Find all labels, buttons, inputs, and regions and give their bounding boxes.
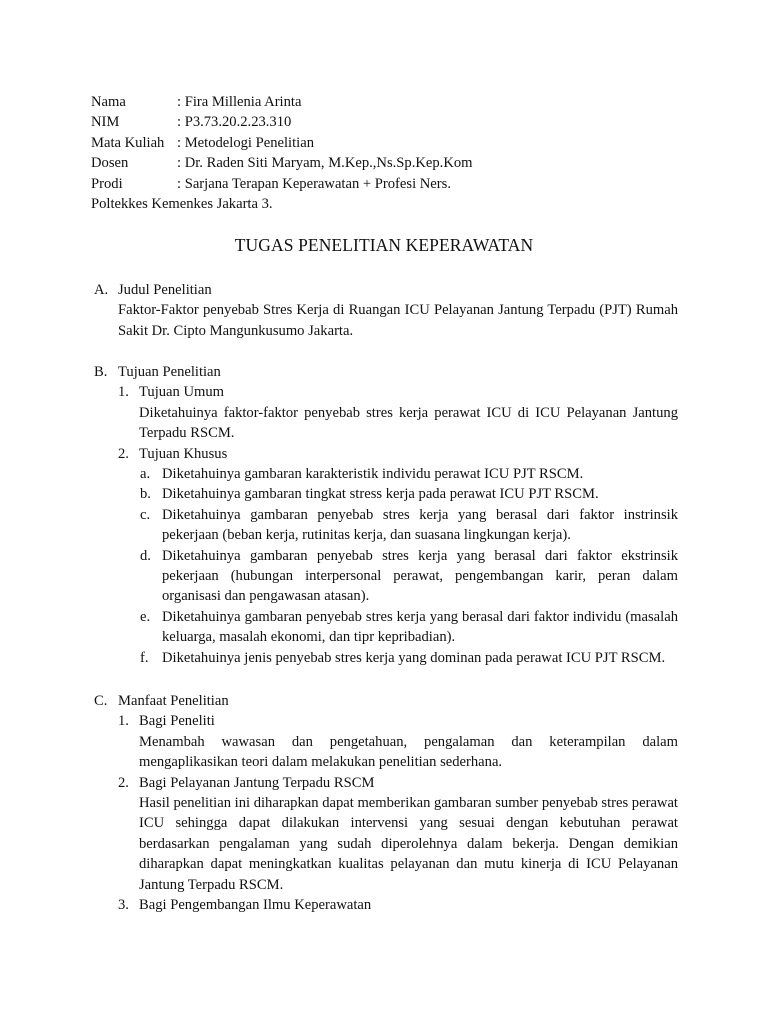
- section-letter: A.: [94, 282, 109, 298]
- sub-item-letter: c.: [140, 506, 151, 523]
- institution-name: Poltekkes Kemenkes Jakarta 3.: [91, 196, 273, 213]
- info-value: : Metodelogi Penelitian: [177, 134, 314, 151]
- info-value: : Dr. Raden Siti Maryam, M.Kep.,Ns.Sp.Kep.Kom: [177, 155, 473, 172]
- info-label: Mata Kuliah: [91, 134, 165, 151]
- item-heading: Bagi Peneliti: [139, 713, 215, 730]
- sub-item-text: Diketahuinya gambaran penyebab stres kerja yang berasal dari faktor individu (masalah keluarga, masalah ekonomi, dan tipr kepribadian).: [162, 608, 678, 646]
- item-paragraph: Menambah wawasan dan pengetahuan, pengalaman dan keterampilan dalam mengaplikasikan teori dalam melakukan penelitian sederhana.: [139, 733, 678, 771]
- info-row-nim: [91, 112, 473, 132]
- section-heading-text: Judul Penelitian: [118, 282, 212, 298]
- student-info: [91, 92, 473, 214]
- list-item-bagi-peneliti: [91, 711, 678, 772]
- sub-item-text: Diketahuinya gambaran penyebab stres kerja yang berasal dari faktor ekstrinsik pekerjaan (hubungan interpersonal perawat, pengembangan karir, peran dalam organisasi dan pengawasan atasan).: [162, 547, 678, 605]
- item-number: 1.: [118, 384, 129, 401]
- section-letter: C.: [94, 693, 108, 709]
- info-label: NIM: [91, 114, 120, 131]
- sub-item-text: Diketahuinya gambaran karakteristik individu perawat ICU PJT RSCM.: [162, 466, 584, 483]
- section-paragraph: Faktor-Faktor penyebab Stres Kerja di Ruangan ICU Pelayanan Jantung Terpadu (PJT) Rumah Sakit Dr. Cipto Mangunkusumo Jakarta.: [118, 302, 678, 339]
- section-judul-penelitian: [91, 280, 678, 341]
- section-manfaat-penelitian: [91, 691, 678, 915]
- item-number: 2.: [118, 774, 129, 791]
- list-item-bagi-pengembangan: [91, 895, 678, 915]
- sub-item: [91, 648, 678, 668]
- sub-item: [91, 484, 678, 504]
- item-paragraph: Hasil penelitian ini diharapkan dapat memberikan gambaran sumber penyebab stres perawat ICU sehingga dapat dilakukan intervensi yang sesuai dengan kebutuhan perawat berdasarkan pengalaman yang sudah diperolehnya dalam bekerja. Dengan demikian diharapkan dapat meningkatkan kualitas pelayanan dan mutu kinerja di ICU Pelayanan Jantung Terpadu RSCM.: [139, 795, 678, 893]
- section-heading-text: Manfaat Penelitian: [118, 693, 229, 709]
- section-heading-text: Tujuan Penelitian: [118, 364, 221, 380]
- info-row-nama: [91, 92, 473, 112]
- info-row-dosen: [91, 153, 473, 173]
- sub-item-text: Diketahuinya jenis penyebab stres kerja yang dominan pada perawat ICU PJT RSCM.: [162, 649, 666, 666]
- section-tujuan-penelitian: [91, 362, 678, 668]
- item-heading: Tujuan Umum: [139, 384, 225, 401]
- item-paragraph: Diketahuinya faktor-faktor penyebab stres kerja perawat ICU di ICU Pelayanan Jantung Terpadu RSCM.: [139, 404, 678, 442]
- sub-item-text: Diketahuinya gambaran tingkat stress kerja pada perawat ICU PJT RSCM.: [162, 486, 599, 503]
- sub-item: [91, 505, 678, 546]
- sub-item-letter: b.: [140, 486, 151, 503]
- item-number: 2.: [118, 445, 129, 462]
- item-heading: Tujuan Khusus: [139, 445, 228, 462]
- sub-item-letter: f.: [140, 649, 149, 666]
- sub-item-letter: e.: [140, 608, 151, 625]
- section-letter: B.: [94, 364, 108, 380]
- list-item-tujuan-umum: [91, 382, 678, 443]
- item-number: 3.: [118, 897, 129, 914]
- info-row-prodi: [91, 174, 473, 194]
- item-heading: Bagi Pelayanan Jantung Terpadu RSCM: [139, 774, 375, 791]
- info-value: : Fira Millenia Arinta: [177, 94, 302, 110]
- info-row-mata-kuliah: [91, 133, 473, 153]
- info-label: Prodi: [91, 175, 123, 192]
- sub-item: [91, 464, 678, 484]
- section-heading: [91, 691, 678, 711]
- sub-item-letter: a.: [140, 466, 151, 483]
- info-label: Nama: [91, 94, 126, 110]
- info-value: : P3.73.20.2.23.310: [177, 114, 292, 131]
- item-heading: Bagi Pengembangan Ilmu Keperawatan: [139, 897, 372, 914]
- section-heading: [91, 280, 678, 300]
- sub-item-letter: d.: [140, 547, 151, 564]
- sub-item-text: Diketahuinya gambaran penyebab stres kerja yang berasal dari faktor instrinsik pekerjaan (beban kerja, rutinitas kerja, dan suasana lingkungan kerja).: [162, 506, 678, 544]
- sub-item: [91, 607, 678, 648]
- document-title: TUGAS PENELITIAN KEPERAWATAN: [234, 235, 534, 255]
- info-value: : Sarjana Terapan Keperawatan + Profesi Ners.: [177, 175, 451, 192]
- item-number: 1.: [118, 713, 129, 730]
- list-item-tujuan-khusus: [91, 444, 678, 464]
- sub-item: [91, 546, 678, 607]
- section-heading: [91, 362, 678, 382]
- info-label: Dosen: [91, 155, 129, 172]
- list-item-bagi-pelayanan: [91, 773, 678, 895]
